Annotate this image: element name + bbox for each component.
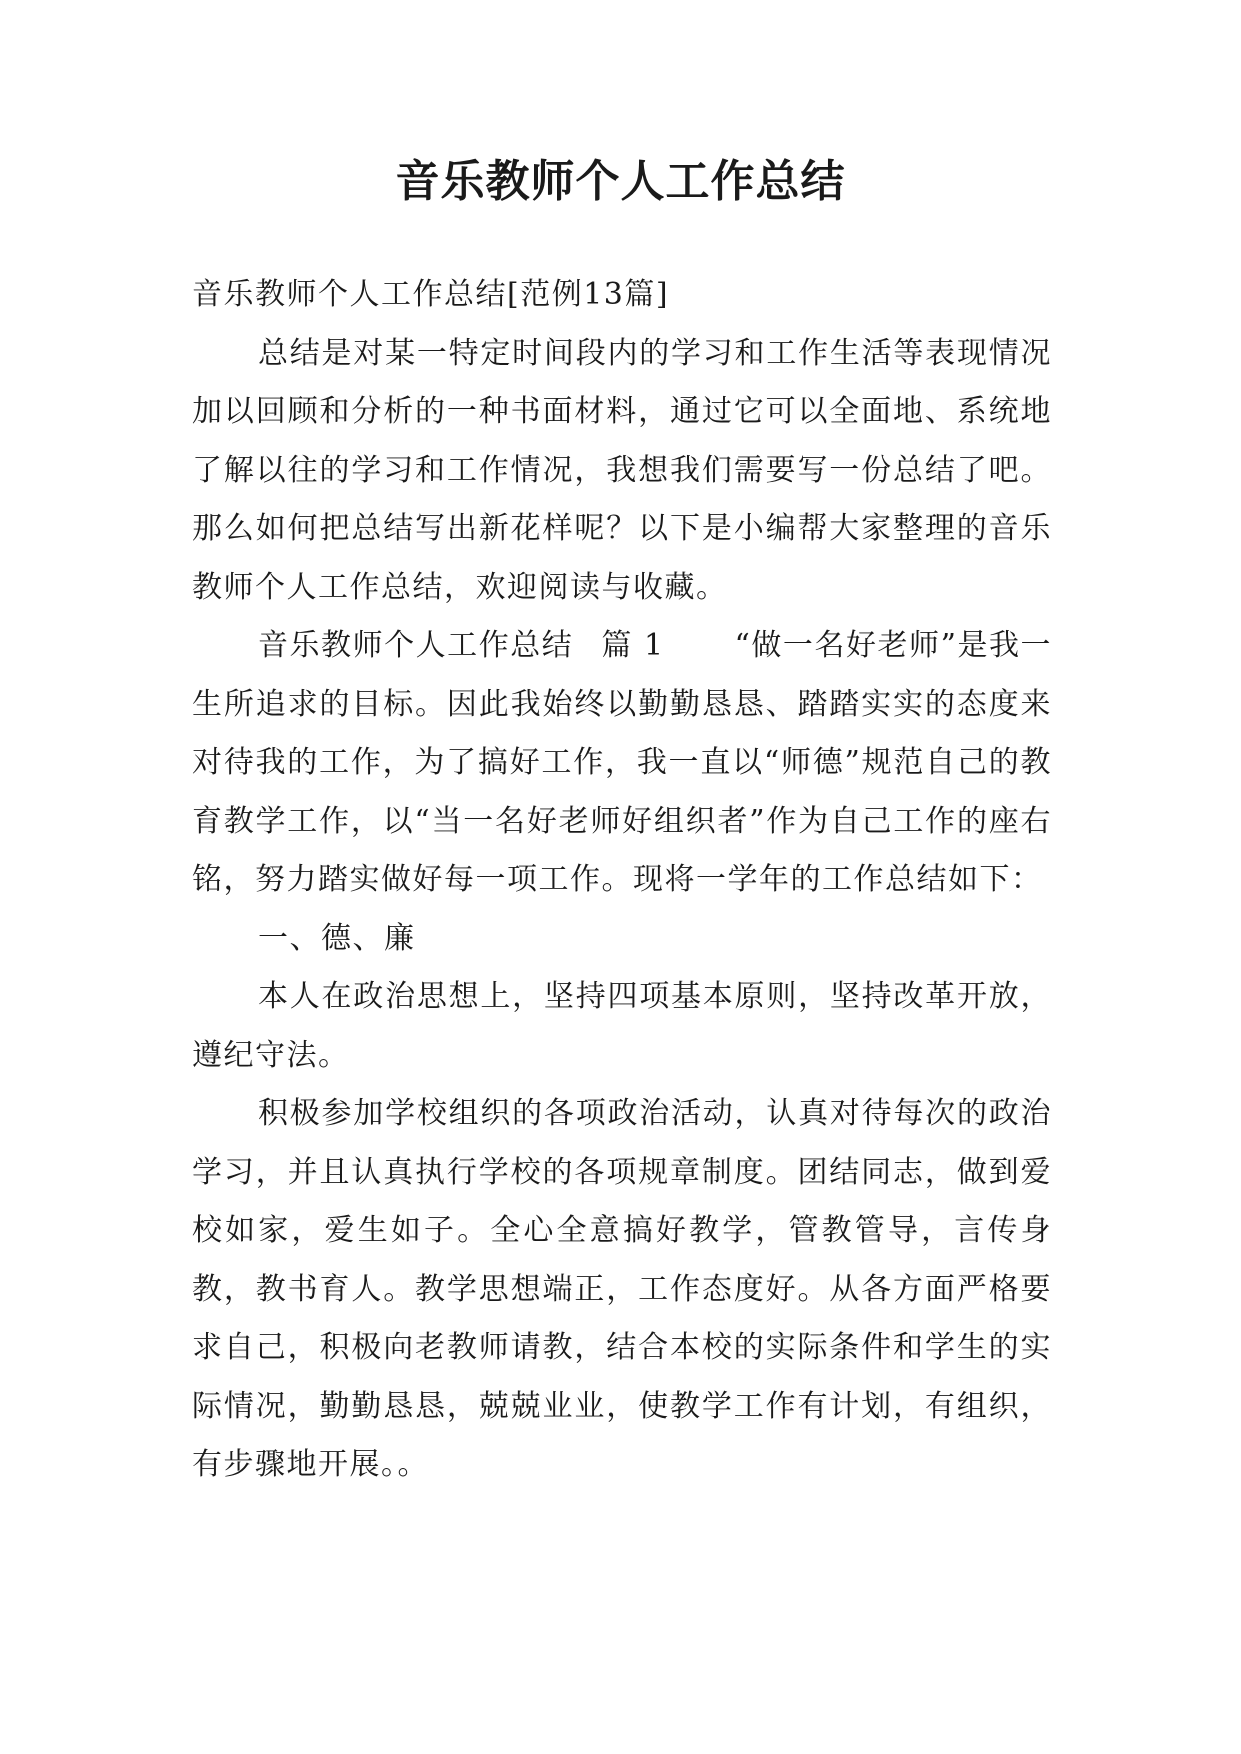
activities-paragraph: 积极参加学校组织的各项政治活动，认真对待每次的政治学习，并且认真执行学校的各项规章制度。团结同志，做到爱校如家，爱生如子。全心全意搞好教学，管教管导，言传身教，教书育人。教学思想端正，工作态度好。从各方面严格要求自己，积极向老教师请教，结合本校的实际条件和学生的实际情况，勤勤恳恳，兢兢业业，使教学工作有计划，有组织，有步骤地开展。。: [192, 1096, 1052, 1482]
intro-paragraph: 总结是对某一特定时间段内的学习和工作生活等表现情况加以回顾和分析的一种书面材料，通过它可以全面地、系统地了解以往的学习和工作情况，我想我们需要写一份总结了吧。那么如何把总结写出新花样呢？以下是小编帮大家整理的音乐教师个人工作总结，欢迎阅读与收藏。: [192, 335, 1052, 605]
politics-paragraph: 本人在政治思想上，坚持四项基本原则，坚持改革开放，遵纪守法。: [192, 979, 1052, 1073]
heading-de-lian: 一、德、廉: [258, 920, 416, 956]
section-1-paragraph: [192, 617, 1052, 910]
section-1-label: 篇 1: [601, 628, 665, 663]
document-body: [192, 266, 1052, 1495]
document-subtitle: 音乐教师个人工作总结[范例13篇]: [192, 277, 670, 312]
section-1-text: “做一名好老师”是我一生所追求的目标。因此我始终以勤勤恳恳、踏踏实实的态度来对待我的工作，为了搞好工作，我一直以“师德”规范自己的教育教学工作，以“当一名好老师好组织者”作为自己工作的座右铭，努力踏实做好每一项工作。现将一学年的工作总结如下：: [192, 628, 1053, 897]
document-title: 音乐教师个人工作总结: [395, 156, 846, 207]
section-1-heading: 音乐教师个人工作总结: [258, 628, 574, 663]
